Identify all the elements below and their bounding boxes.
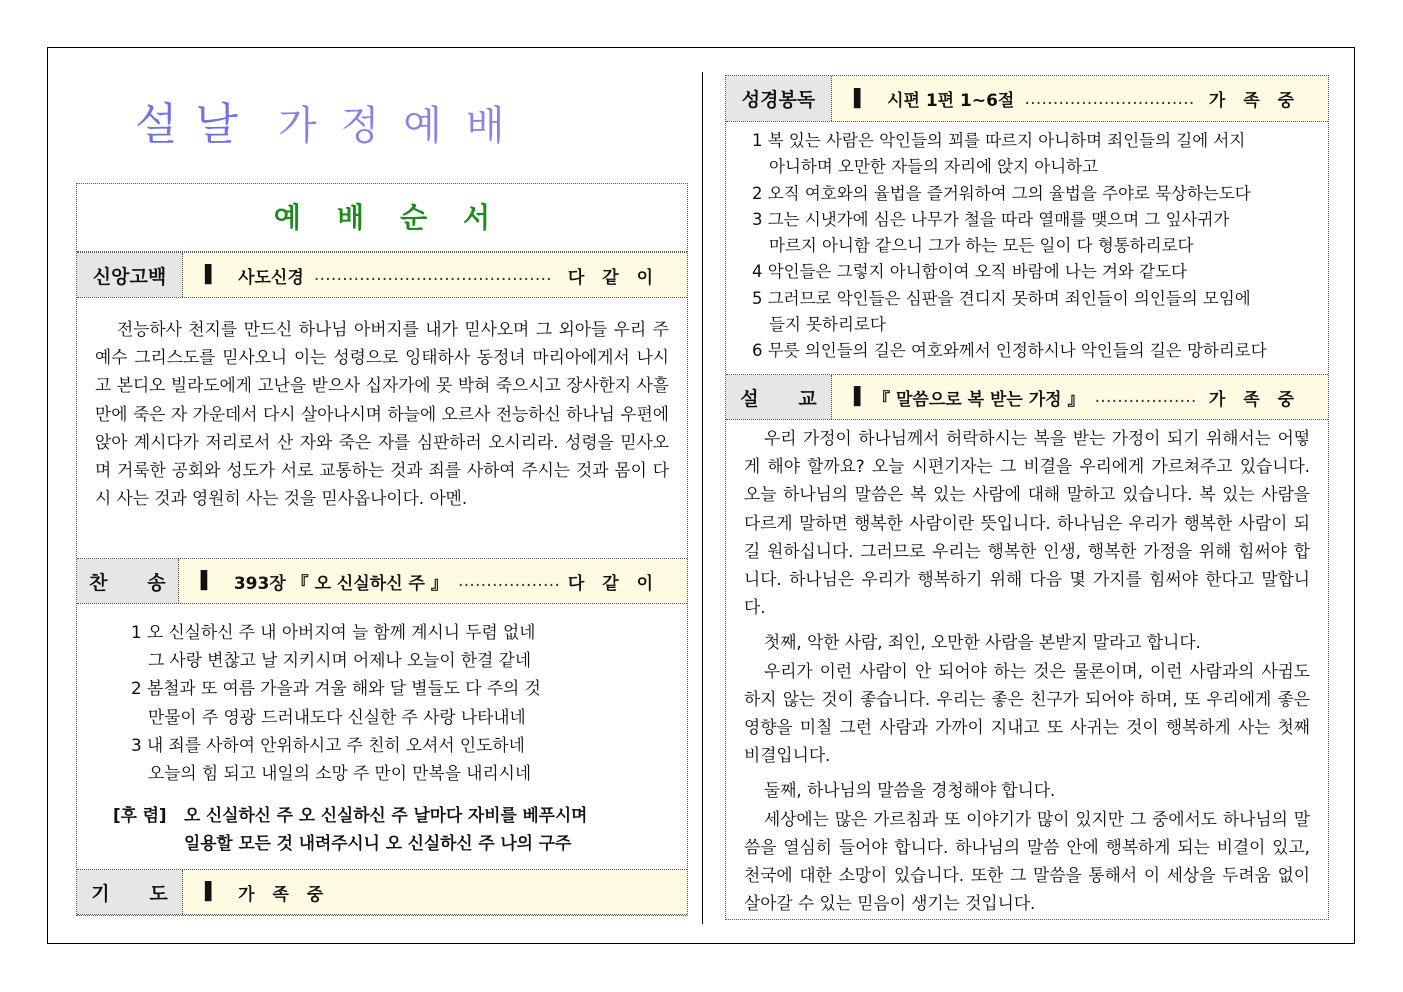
sermon-paragraph: 첫째, 악한 사람, 죄인, 오만한 사람을 본받지 말라고 합니다. [764,632,1201,653]
sermon-header [726,374,1328,420]
sermon-paragraph: 우리 가정이 하나님께서 허락하시는 복을 받는 가정이 되기 위해서는 어떻게 해야 할까요? 오늘 시편기자는 그 비결을 우리에게 가르쳐주고 있습니다. 오늘 하나님의 말씀은 복 있는 사람에 대해 말하고 있습니다. 복 있는 사람을 다르게 말하면 행복한 사람이란 뜻입니다. 하나님은 우리가 행복한 사람이 되길 원하십니다. 그러므로 우리는 행복한 인생, 행복한 가정을 위해 힘써야 합니다. 하나님은 우리가 행복하기 위해 다음 몇 가지를 힘써야 한다고 말합니다. [744,428,1310,618]
sermon-info [832,375,1328,419]
creed-label: 신앙고백 [77,253,183,297]
sermon-paragraph: 세상에는 많은 가르침과 또 이야기가 많이 있지만 그 중에서도 하나님의 말씀을 열심히 들어야 합니다. 하나님의 말씀 안에 행복하게 되는 비결이 있고, 천국에 대한 소망이 있습니다. 또한 그 말씀을 통해서 이 세상을 두려움 없이 살아갈 수 있는 믿음이 생기는 것입니다. [744,808,1310,914]
hymn-verse-line: 만물이 주 영광 드러내도다 신실한 주 사랑 나타내네 [148,706,526,727]
hymn-verse-line: 그 사랑 변찮고 날 지키시며 어제나 오늘이 한결 같네 [148,650,532,671]
hymn-info [179,559,687,603]
page-title [135,95,529,156]
reading-sermon-box [725,75,1329,920]
marker-icon: ▌ [200,571,214,591]
marker-icon: ▌ [205,265,219,285]
title-main: 설날 [135,99,257,150]
psalm-verse-line: 3 그는 시냇가에 심은 나무가 철을 따라 열매를 맺으며 그 잎사귀가 [752,209,1230,229]
column-divider [702,72,703,924]
creed-who: 다 같 이 [567,267,659,288]
hymn-verse-line: 2 봄철과 또 여름 가을과 겨울 해와 달 별들도 다 주의 것 [131,678,541,699]
sermon-item: 『 말씀으로 복 받는 가정 』 [873,389,1085,410]
creed-header [77,252,687,298]
psalm-verse-line: 2 오직 여호와의 율법을 즐거워하여 그의 율법을 주야로 묵상하는도다 [752,183,1251,203]
marker-icon: ▌ [854,88,868,109]
sermon-who: 가 족 중 [1208,389,1300,410]
psalm-verse-line: 4 악인들은 그렇지 아니함이여 오직 바람에 나는 겨와 같도다 [752,262,1187,282]
reading-leader: ………………………… [1024,88,1195,109]
hymn-verse-line: 1 오 신실하신 주 내 아버지여 늘 함께 계시니 두렴 없네 [131,622,536,642]
hymn-verse-line: 3 내 죄를 사하여 안위하시고 주 친히 오셔서 인도하네 [131,734,525,755]
creed-leader: …………………………………… [313,265,552,285]
prayer-header [77,869,687,915]
creed-text: 전능하사 천지를 만드신 하나님 아버지를 내가 믿사오며 그 외아들 우리 주 예수 그리스도를 믿사오니 이는 성령으로 잉태하사 동정녀 마리아에게서 나시고 본디오 빌라도에게 고난을 받으사 십자가에 못 박혀 죽으시고 장사한지 사흘 만에 죽은 자 가운데서 다시 살아나시며 하늘에 오르사 전능하신 하나님 우편에 앉아 계시다가 저리로서 산 자와 죽은 자를 심판하러 오시리라. 성령을 믿사오며 거룩한 공회와 성도가 서로 교통하는 것과 죄를 사하여 주시는 것과 몸이 다시 사는 것과 영원히 사는 것을 믿사옵나이다. 아멘. [95,319,669,509]
reading-header [726,76,1328,122]
title-sub: 가정예배 [278,103,529,149]
reading-who: 가 족 중 [1208,91,1300,111]
psalm-verses [752,128,1267,365]
psalm-verse-line: 마르지 아니함 같으니 그가 하는 모든 일이 다 형통하리로다 [769,236,1194,256]
hymn-verse-line: 오늘의 힘 되고 내일의 소망 주 만이 만복을 내리시네 [148,763,532,784]
reading-label: 성경봉독 [726,76,832,121]
chorus-line: 오 신실하신 주 오 신실하신 주 날마다 자비를 베푸시며 [184,805,588,825]
marker-icon: ▌ [854,387,868,407]
psalm-verse-line: 6 무릇 의인들의 길은 여호와께서 인정하시나 악인들의 길은 망하리로다 [752,341,1267,361]
sermon-label: 설 교 [726,375,832,419]
psalm-verse-line: 들지 못하리로다 [769,315,886,335]
hymn-label: 찬 송 [77,559,179,603]
creed-info [183,253,687,297]
prayer-who: 가 족 중 [238,884,330,905]
sermon-text [744,424,1310,917]
psalm-verse-line: 아니하며 오만한 자들의 자리에 앉지 아니하고 [769,157,1099,177]
psalm-verse-line: 5 그러므로 악인들은 심판을 견디지 못하며 죄인들이 의인들의 모임에 [752,288,1251,308]
hymn-leader: ……………… [457,571,560,591]
hymn-chorus [113,801,587,857]
sermon-paragraph: 둘째, 하나님의 말씀을 경청해야 합니다. [764,780,1056,801]
marker-icon: ▌ [205,882,219,902]
hymn-header [77,558,687,604]
worship-order-heading: 예배순서 [77,184,687,252]
sermon-paragraph: 우리가 이런 사람이 안 되어야 하는 것은 물론이며, 이런 사람과의 사귐도 하지 않는 것이 좋습니다. 우리는 좋은 친구가 되어야 하며, 또 우리에게 좋은 영향을 미칠 그런 사람과 가까이 지내고 또 사귀는 것이 행복하게 사는 첫째 비결입니다. [744,660,1310,766]
hymn-who: 다 같 이 [567,573,659,594]
psalm-verse-line: 1 복 있는 사람은 악인들의 꾀를 따르지 아니하며 죄인들의 길에 서지 [752,131,1246,150]
creed-item: 사도신경 [238,267,304,288]
prayer-info [183,870,687,914]
chorus-line: 일용할 모든 것 내려주시니 오 신실하신 주 나의 구주 [184,833,572,853]
hymn-item: 393장 『 오 신실하신 주 』 [233,573,448,594]
reading-info [832,76,1328,121]
hymn-verses [131,618,541,787]
reading-item: 시편 1편 1~6절 [887,91,1015,111]
prayer-label: 기 도 [77,870,183,914]
worship-order-box [76,183,688,916]
sermon-leader: ……………… [1094,387,1197,407]
chorus-label: [후 렴] [113,805,167,825]
